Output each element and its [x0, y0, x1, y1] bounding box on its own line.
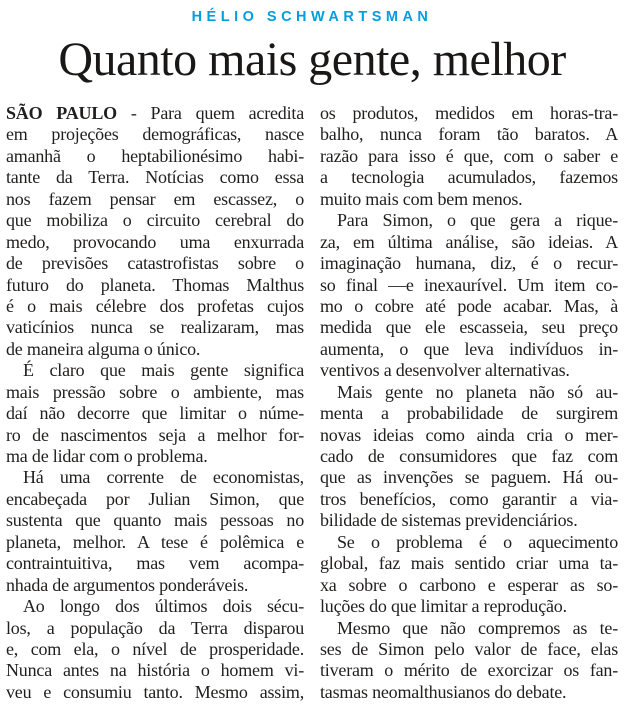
column-left: [6, 103, 304, 703]
article-headline: Quanto mais gente, melhor: [58, 33, 566, 86]
text-line: cado de consumidores que faz com: [320, 446, 618, 466]
text-line: mo o cobre até pode acabar. Mas, à: [320, 295, 618, 316]
text-line: planeta, melhor. A tese é polêmica e: [6, 531, 304, 552]
text-line: que mobiliza o circuito cerebral do: [6, 210, 304, 231]
text-line: Para Simon, o que gera a rique-: [337, 210, 618, 231]
text-line: é o mais célebre dos profetas cujos: [6, 295, 304, 316]
text-line: encabeçada por Julian Simon, que: [6, 488, 304, 509]
text-line: mais pressão sobre o ambiente, mas: [6, 381, 304, 402]
text-line: so final —e inexaurível. Um item co-: [320, 274, 618, 295]
text-line: de maneira alguma o único.: [6, 338, 201, 359]
text-line: medo, provocando uma enxurrada: [6, 231, 304, 252]
text-line: vaticínios nunca se realizaram, mas: [6, 317, 304, 338]
text-line: menta a probabilidade de surgirem: [320, 403, 618, 424]
text-line: Ao longo dos últimos dois sécu-: [23, 596, 304, 617]
text-line: veu e consumiu tanto. Mesmo assim,: [6, 681, 304, 702]
text-line: sustenta que quanto mais pessoas no: [6, 510, 304, 531]
text-line: e, com ela, o nível de prosperidade.: [6, 638, 304, 659]
text-line: contraintuitiva, mas vem acompa-: [6, 553, 304, 574]
column-right: [320, 103, 618, 703]
text-line: Há uma corrente de economistas,: [23, 467, 304, 488]
dateline: SÃO PAULO: [6, 103, 117, 123]
text-line: Mesmo que não compremos as te-: [337, 617, 618, 638]
text-line: tasmas neomalthusianos do debate.: [320, 681, 567, 702]
text-line: amanhã o heptabilionésimo habi-: [6, 145, 304, 166]
text-line: nos fazem pensar em escassez, o: [6, 188, 304, 209]
text-line: medida que ele escasseia, seu preço: [320, 317, 618, 338]
text-line: os produtos, medidos em horas-tra-: [320, 103, 618, 123]
text-line: Mais gente no planeta não só au-: [337, 381, 618, 402]
article-body: [6, 103, 617, 703]
text-line: que as invenções se paguem. Há ou-: [320, 467, 618, 488]
text-line: SÃO PAULO - Para quem acredita: [6, 103, 304, 123]
text-line: a tecnologia acumulados, fazemos: [320, 167, 618, 188]
text-line: daí não decorre que limitar o núme-: [6, 403, 304, 424]
text-line: É claro que mais gente significa: [23, 360, 304, 381]
text-line: em projeções demográficas, nasce: [6, 124, 304, 145]
text-line: futuro do planeta. Thomas Malthus: [6, 274, 304, 295]
text-line: tante da Terra. Notícias como essa: [6, 167, 304, 188]
text-line: de previsões catastrofistas sobre o: [6, 253, 304, 274]
text-line: novas ideias como ainda cria o mer-: [320, 424, 618, 445]
text-line: balho, nunca foram tão baratos. A: [320, 124, 618, 145]
text-line: los, a população da Terra disparou: [6, 617, 304, 638]
text-line: ro de nascimentos seja a melhor for-: [6, 424, 304, 445]
text-line: aumenta, o que leva indivíduos in-: [320, 338, 618, 359]
text-line: tiveram o mérito de exorcizar os fan-: [320, 660, 618, 681]
text-line: xa sobre o carbono e esperar as so-: [320, 574, 618, 595]
text-line: nhada de argumentos ponderáveis.: [6, 574, 249, 595]
text-line: global, faz mais sentido criar uma ta-: [320, 553, 618, 574]
text-line: imaginação humana, diz, é o recur-: [320, 253, 618, 274]
text-line: ventivos a desenvolver alternativas.: [320, 360, 570, 381]
text-line: bilidade de sistemas previdenciários.: [320, 510, 578, 531]
text-line: ma de lidar com o problema.: [6, 446, 208, 466]
text-line: muito mais com bem menos.: [320, 188, 523, 209]
author-byline: HÉLIO SCHWARTSMAN: [191, 9, 433, 25]
text-line: Se o problema é o aquecimento: [337, 531, 618, 552]
text-line: razão para isso é que, com o saber e: [320, 145, 618, 166]
text-line: ses de Simon pelo valor de face, elas: [320, 638, 618, 659]
text-line: Nunca antes na história o homem vi-: [6, 660, 304, 681]
text-line: luções do que limitar a reprodução.: [320, 596, 567, 617]
text-line: tros benefícios, como garantir a via-: [320, 488, 618, 509]
text-line: za, em última análise, são ideias. A: [320, 231, 618, 252]
